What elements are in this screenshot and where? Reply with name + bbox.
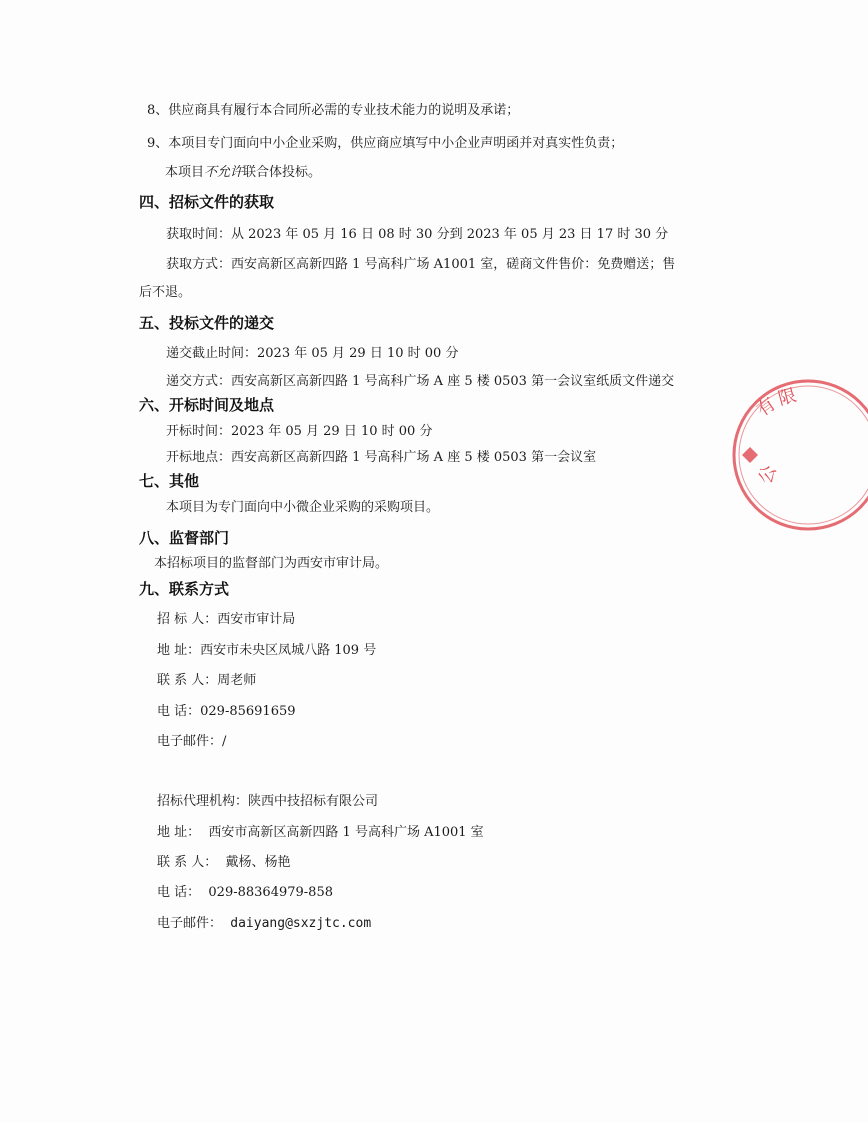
buyer-name: 招 标 人：西安市审计局 [157, 612, 296, 627]
seal-char-2: 限 [775, 384, 799, 410]
section-8-text: 本招标项目的监督部门为西安市审计局。 [154, 556, 389, 571]
buyer-email: 电子邮件：/ [157, 734, 227, 749]
section-9-heading: 九、联系方式 [139, 580, 230, 598]
buyer-contact: 联 系 人：周老师 [157, 673, 257, 688]
agency-contact-label: 联 系 人： [157, 855, 218, 870]
consortium-pre: 本项目 [165, 165, 205, 180]
section-8-heading: 八、监督部门 [139, 529, 230, 547]
agency-phone-row [157, 885, 333, 901]
acquire-time: 获取时间：从 2023 年 05 月 16 日 08 时 30 分到 2023 年 05 月 23 日 17 时 30 分 [166, 227, 669, 242]
consortium-note [165, 165, 321, 181]
seal-char-1: 有 [752, 393, 780, 422]
agency-phone: 029-88364979-858 [208, 885, 333, 900]
agency-address-row [157, 825, 484, 841]
buyer-phone: 电 话：029-85691659 [157, 704, 296, 719]
submit-deadline: 递交截止时间：2023 年 05 月 29 日 10 时 00 分 [166, 346, 459, 361]
agency-phone-label: 电 话： [157, 885, 201, 900]
seal-char-3: 公 [754, 462, 781, 487]
opening-place: 开标地点：西安高新区高新四路 1 号高科广场 A 座 5 楼 0503 第一会议室 [166, 450, 597, 465]
item-8: 8、供应商具有履行本合同所必需的专业技术能力的说明及承诺； [147, 103, 520, 118]
agency-email: daiyang@sxzjtc.com [230, 916, 372, 931]
section-6-heading: 六、开标时间及地点 [139, 396, 275, 414]
section-5-heading: 五、投标文件的递交 [139, 314, 275, 332]
agency-contact: 戴杨、杨艳 [225, 855, 291, 870]
item-9: 9、本项目专门面向中小企业采购，供应商应填写中小企业声明函并对真实性负责； [147, 136, 624, 151]
agency-name: 招标代理机构：陕西中技招标有限公司 [157, 794, 379, 809]
agency-contact-row [157, 855, 291, 871]
consortium-post: 联合体投标。 [243, 165, 322, 180]
section-4-heading: 四、招标文件的获取 [139, 193, 275, 211]
agency-address-label: 地 址： [157, 825, 201, 840]
section-7-heading: 七、其他 [139, 472, 200, 490]
opening-time: 开标时间：2023 年 05 月 29 日 10 时 00 分 [166, 424, 433, 439]
section-7-text: 本项目为专门面向中小微企业采购的采购项目。 [166, 500, 440, 515]
acquire-method-line-1: 获取方式：西安高新区高新四路 1 号高科广场 A1001 室，磋商文件售价：免费赠送；售 [166, 257, 676, 272]
agency-email-label: 电子邮件： [157, 916, 223, 931]
company-seal [728, 377, 868, 537]
agency-address: 西安市高新区高新四路 1 号高科广场 A1001 室 [208, 825, 484, 840]
submit-method: 递交方式：西安高新区高新四路 1 号高科广场 A 座 5 楼 0503 第一会议室纸质文件递交 [166, 374, 675, 389]
agency-email-row [157, 916, 371, 932]
buyer-address: 地 址：西安市未央区凤城八路 109 号 [157, 643, 377, 658]
consortium-emphasis: 不允许 [204, 165, 244, 180]
acquire-method-line-2: 后不退。 [139, 285, 192, 300]
